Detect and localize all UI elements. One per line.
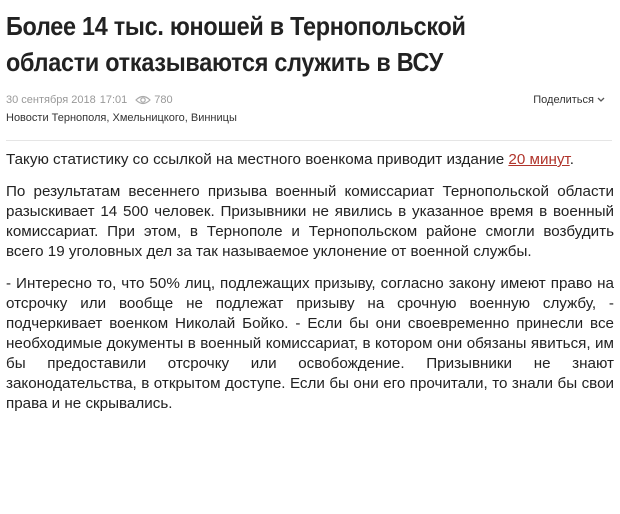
article-meta	[6, 92, 614, 124]
divider	[6, 140, 612, 141]
article-body	[6, 150, 614, 426]
lead-end: .	[569, 151, 574, 168]
share-label: Поделиться	[533, 94, 594, 106]
source-link[interactable]: 20 минут	[508, 151, 570, 168]
share-icon	[596, 95, 606, 105]
category-link[interactable]: Новости Тернополя, Хмельницкого, Винницы	[6, 112, 237, 124]
publish-time: 17:01	[99, 94, 128, 106]
paragraph-2: По результатам весеннего призыва военный комиссариат Тернопольской области разыскивает 14 500 человек. Призывники не явились в указанное время в военный комиссариат. При этом, в Тернополе и Тернопольском районе смогли возбудить всего 19 уголовных дел за так называемое уклонение от военной службы.	[6, 183, 614, 260]
lead-paragraph	[6, 150, 614, 170]
views-count: 780	[154, 94, 173, 106]
article-title: Более 14 тыс. юношей в Тернопольской области отказываются служить в ВСУ	[6, 11, 466, 77]
views-counter	[135, 94, 172, 106]
paragraph-3: - Интересно то, что 50% лиц, подлежащих призыву, согласно закону имеют право на отсрочку или вообще не подлежат призыву на срочную военную службу, - подчеркивает военком Николай Бойко. - Если бы они своевременно принесли все необходимые документы в военный комиссариат, в котором они обязаны явиться, им бы предоставили отсрочку или освобождение. Призывники не знают законодательства, в открытом доступе. Если бы они его прочитали, то знали бы свои права и не скрывались.	[6, 275, 614, 412]
share-button[interactable]	[533, 94, 606, 106]
lead-text: Такую статистику со ссылкой на местного военкома приводит издание	[6, 151, 509, 168]
eye-icon	[135, 95, 151, 105]
publish-date: 30 сентября 2018	[6, 94, 96, 106]
meta-row	[6, 92, 614, 108]
